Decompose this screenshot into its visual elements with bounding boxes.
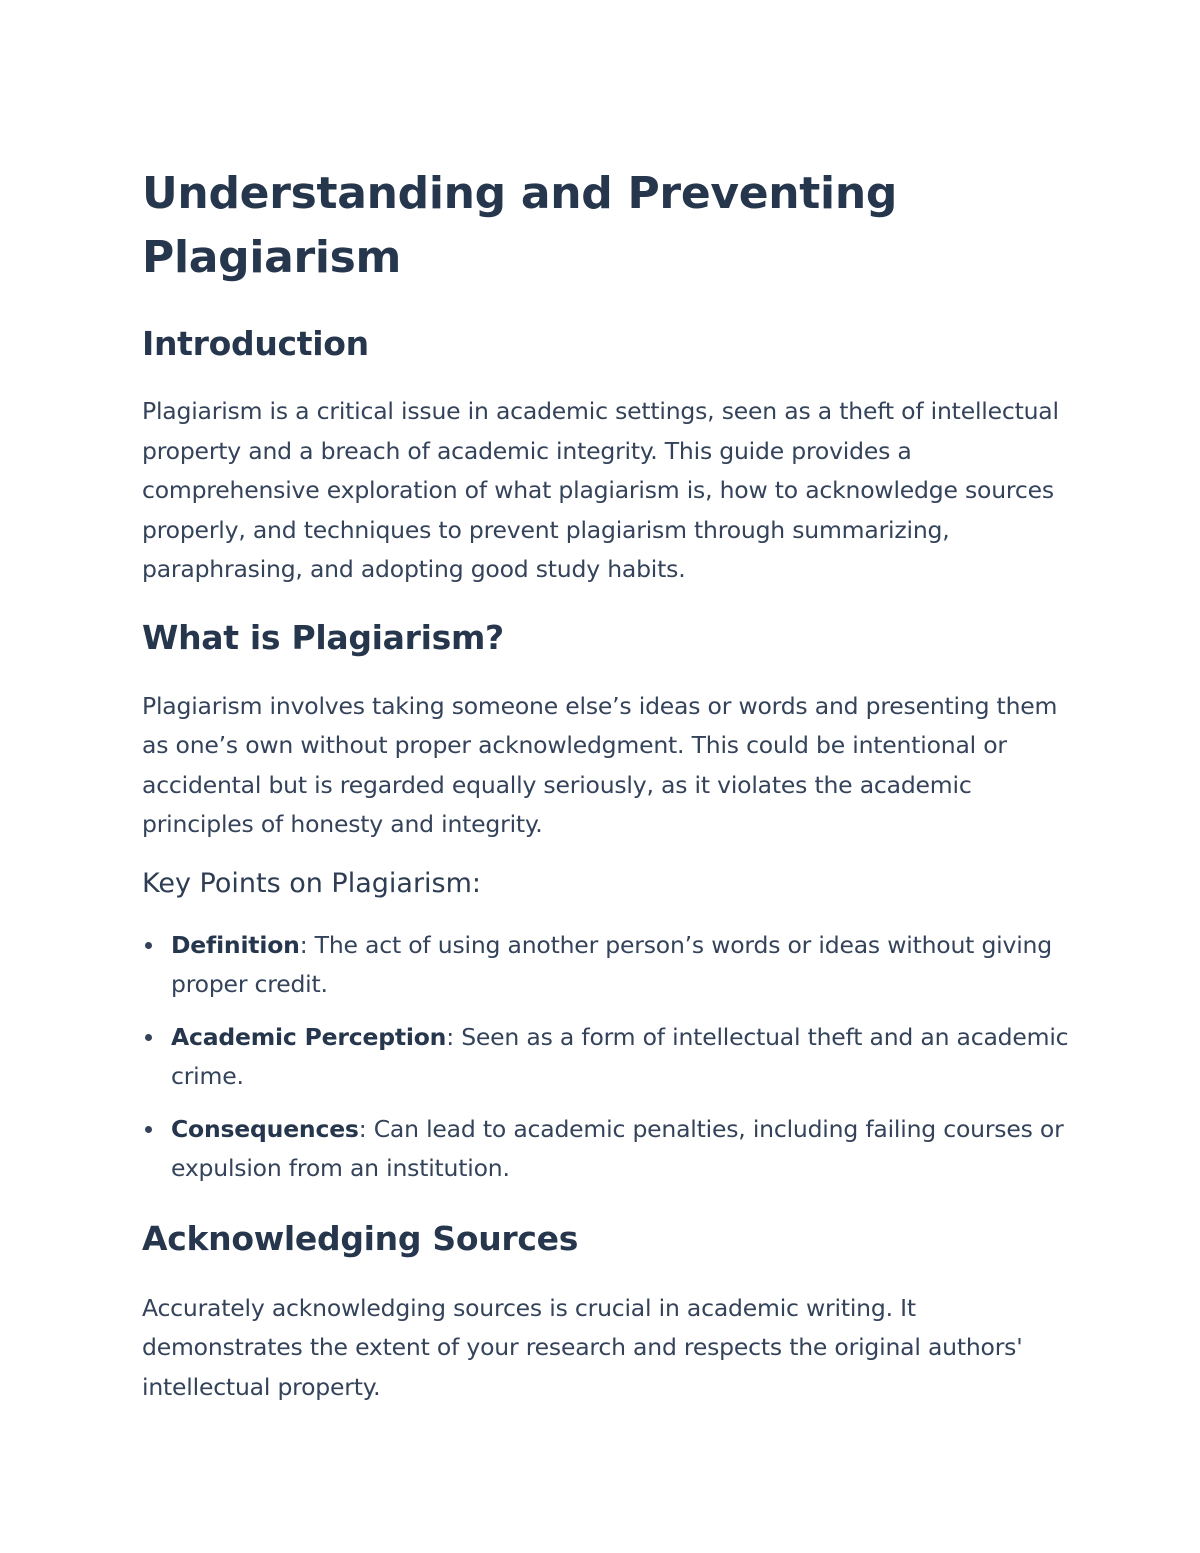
bullet-icon xyxy=(145,1034,152,1041)
heading-what-is-plagiarism: What is Plagiarism? xyxy=(142,617,504,657)
point-term: Consequences xyxy=(171,1114,359,1143)
subheading-key-points: Key Points on Plagiarism: xyxy=(142,867,482,899)
document-page xyxy=(142,162,1072,1407)
heading-introduction: Introduction xyxy=(142,324,369,363)
list-item xyxy=(142,926,1072,1005)
point-term: Definition xyxy=(171,930,300,959)
list-item xyxy=(142,1110,1072,1189)
point-text: : Can lead to academic penalties, including failing courses or expulsion from an institution. xyxy=(171,1114,1064,1182)
paragraph-introduction: Plagiarism is a critical issue in academic settings, seen as a theft of intellectual property and a breach of academic integrity. This guide provides a comprehensive exploration of what plagiarism is, how to acknowledge sources properly, and techniques to prevent plagiarism through summarizing, paraphrasing, and adopting good study habits. xyxy=(142,397,1059,583)
key-points-list xyxy=(142,926,1072,1189)
point-text: : Seen as a form of intellectual theft and an academic crime. xyxy=(171,1022,1069,1090)
document-title: Understanding and Preventing Plagiarism xyxy=(142,168,898,283)
paragraph-acknowledging-sources: Accurately acknowledging sources is crucial in academic writing. It demonstrates the extent of your research and respects the original authors' intellectual property. xyxy=(142,1293,1023,1401)
paragraph-what-is-plagiarism: Plagiarism involves taking someone else’s ideas or words and presenting them as one’s own without proper acknowledgment. This could be intentional or accidental but is regarded equally seriously, as it violates the academic principles of honesty and integrity. xyxy=(142,691,1058,838)
bullet-icon xyxy=(145,1126,152,1133)
heading-acknowledging-sources: Acknowledging Sources xyxy=(142,1218,579,1258)
point-text: : The act of using another person’s words or ideas without giving proper credit. xyxy=(171,930,1052,998)
point-term: Academic Perception xyxy=(171,1022,447,1051)
list-item xyxy=(142,1018,1072,1097)
bullet-icon xyxy=(145,942,152,949)
